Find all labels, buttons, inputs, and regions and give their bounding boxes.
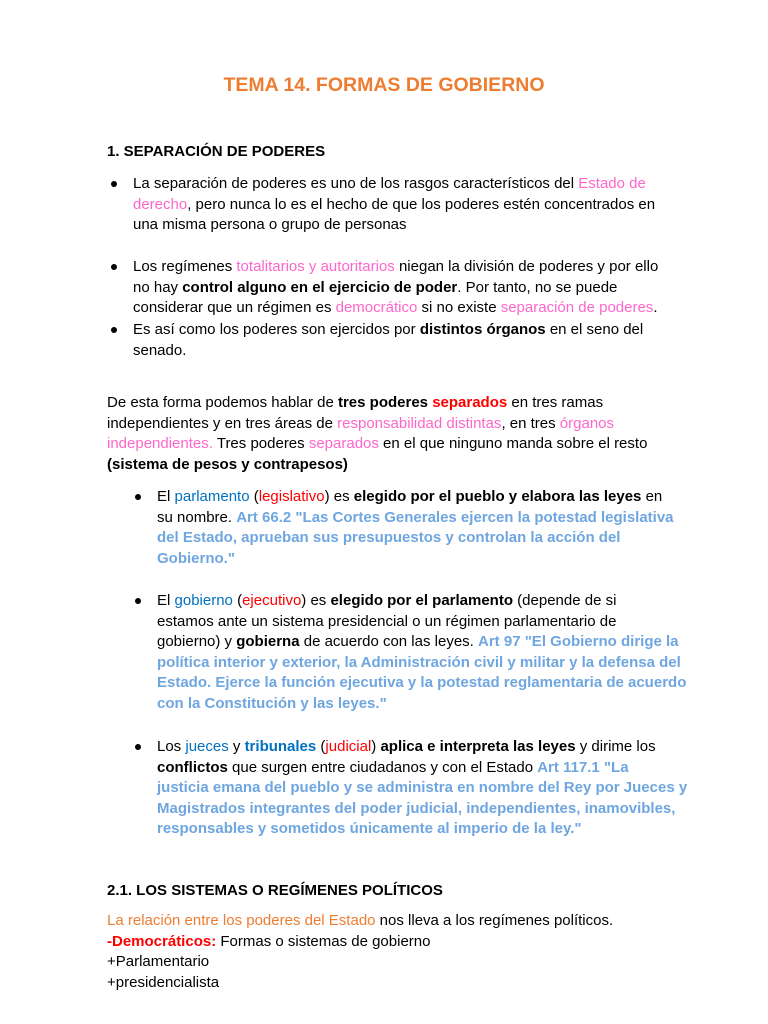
page-title: TEMA 14. FORMAS DE GOBIERNO (223, 74, 545, 96)
bullet-item-2: Los regímenes totalitarios y autoritarios niegan la división de poderes y por ello no hay control alguno en el ejercicio de poder. Por tanto, no se puede considerar que un régimen es democrático si no existe separación de poderes. (133, 258, 659, 317)
bullet-dot (111, 327, 117, 333)
power-item-judicial: Los jueces y tribunales (judicial) aplica e interpreta las leyes y dirime los conflictos que surgen entre ciudadanos y con el Estado Art 117.1 "La justicia emana del pueblo y se administra en nombre del Rey por Jueces y Magistrados integrantes del poder judicial, independientes, inamovibles, responsables y sometidos únicamente al imperio de la ley." (157, 738, 688, 838)
power-item-gobierno: El gobierno (ejecutivo) es elegido por el parlamento (depende de si estamos ante un sistema presidencial o un régimen parlamentario de gobierno) y gobierna de acuerdo con las leyes. Art 97 "El Gobierno dirige la política interior y exterior, la Administración civil y militar y la defensa del Estado. Ejerce la función ejecutiva y la potestad reglamentaria de acuerdo con la Constitución y las leyes." (157, 592, 687, 712)
bullet-dot (111, 181, 117, 187)
bullet-dot (135, 598, 141, 604)
section-heading-separacion: 1. SEPARACIÓN DE PODERES (107, 143, 326, 160)
bullet-item-1: La separación de poderes es uno de los rasgos característicos del Estado de derecho, pero nunca lo es el hecho de que los poderes estén concentrados en una misma persona o grupo de personas (133, 175, 656, 234)
power-item-parlamento: El parlamento (legislativo) es elegido por el pueblo y elabora las leyes en su nombre. Art 66.2 "Las Cortes Generales ejercen la potestad legislativa del Estado, aprueban sus presupuestos y controlan la acción del Gobierno." (157, 488, 674, 567)
bullet-item-3: Es así como los poderes son ejercidos por distintos órganos en el seno del senado. (133, 321, 644, 359)
paragraph-tres-poderes: De esta forma podemos hablar de tres poderes separados en tres ramas independientes y en tres áreas de responsabilidad distintas, en tres órganos independientes. Tres poderes separados en el que ninguno manda sobre el resto (sistema de pesos y contrapesos) (107, 394, 648, 473)
bullet-dot (135, 744, 141, 750)
bullet-dot (135, 494, 141, 500)
section-heading-sistemas: 2.1. LOS SISTEMAS O REGÍMENES POLÍTICOS (107, 882, 443, 899)
paragraph-regimenes: La relación entre los poderes del Estado nos lleva a los regímenes políticos. -Democráticos: Formas o sistemas de gobierno +Parlamentario +presidencialista (107, 912, 614, 991)
bullet-dot (111, 264, 117, 270)
